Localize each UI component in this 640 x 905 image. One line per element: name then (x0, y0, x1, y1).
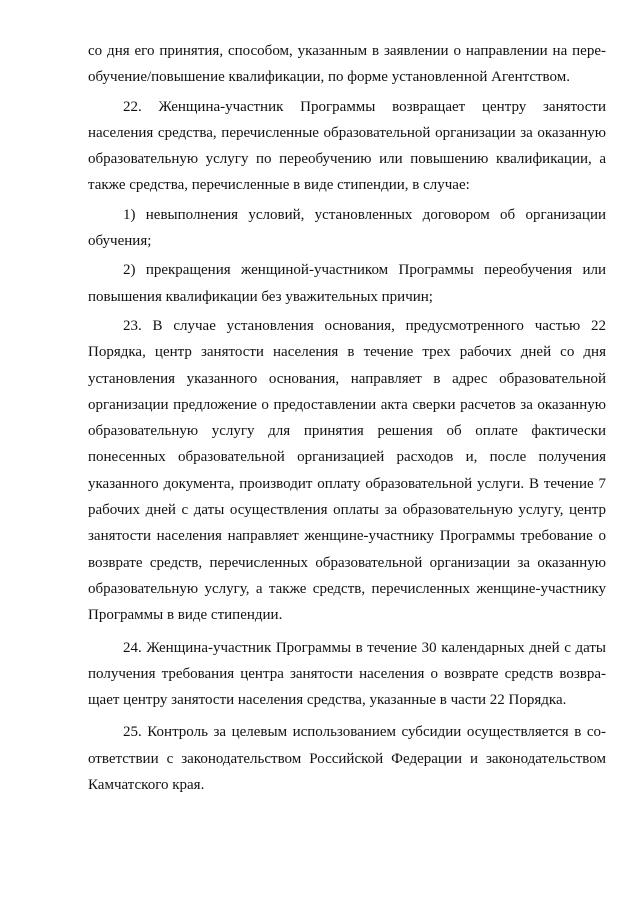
paragraph-clause-24: 24. Женщина-участник Программы в течение 30 календарных дней с даты получения требования центра занятости населения о возврате средств возвращает центру занятости населения средства, указанные в части 22 Порядка. (88, 639, 606, 709)
paragraph-clause-22: 22. Женщина-участник Программы возвращает центру занятости населения средства, перечисленные образовательной организации за оказанную образовательную услугу по переобучению или повышению квалификации, а также средства, перечисленные в виде стипендии, в случае: (88, 98, 606, 194)
paragraph-clause-25: 25. Контроль за целевым использованием субсидии осуществляется в соответствии с законодательством Российской Федерации и законодательством Камчатского края. (88, 724, 606, 794)
paragraph-item-1: 1) невыполнения условий, установленных договором об организации обучения; (88, 206, 606, 250)
paragraph-clause-23: 23. В случае установления основания, предусмотренного частью 22 Порядка, центр занятости населения в течение трех рабочих дней со дня установления указанного основания, направляет в адрес образовательной организации предложение о предоставлении акта сверки расчетов за оказанную образовательную услугу для принятия решения об оплате фактически понесенных образовательной организацией расходов и, после получения указанного документа, производит оплату образовательной услуги. В течение 7 рабочих дней с даты осуществления оплаты за образовательную услугу, центр занятости населения направляет женщине-участнику Программы требование о возврате средств, перечисленных образовательной организации за оказанную образовательную услугу, а также средств, перечисленных женщине-участнику Программы в виде стипендии. (88, 317, 606, 624)
document-page (88, 38, 606, 798)
paragraph-item-2: 2) прекращения женщиной-участником Программы переобучения или повышения квалификации без уважительных причин; (88, 262, 606, 305)
paragraph-continuation: со дня его принятия, способом, указанным в заявлении о направлении на переобучение/повышение квалификации, по форме установленной Агентством. (88, 43, 606, 86)
